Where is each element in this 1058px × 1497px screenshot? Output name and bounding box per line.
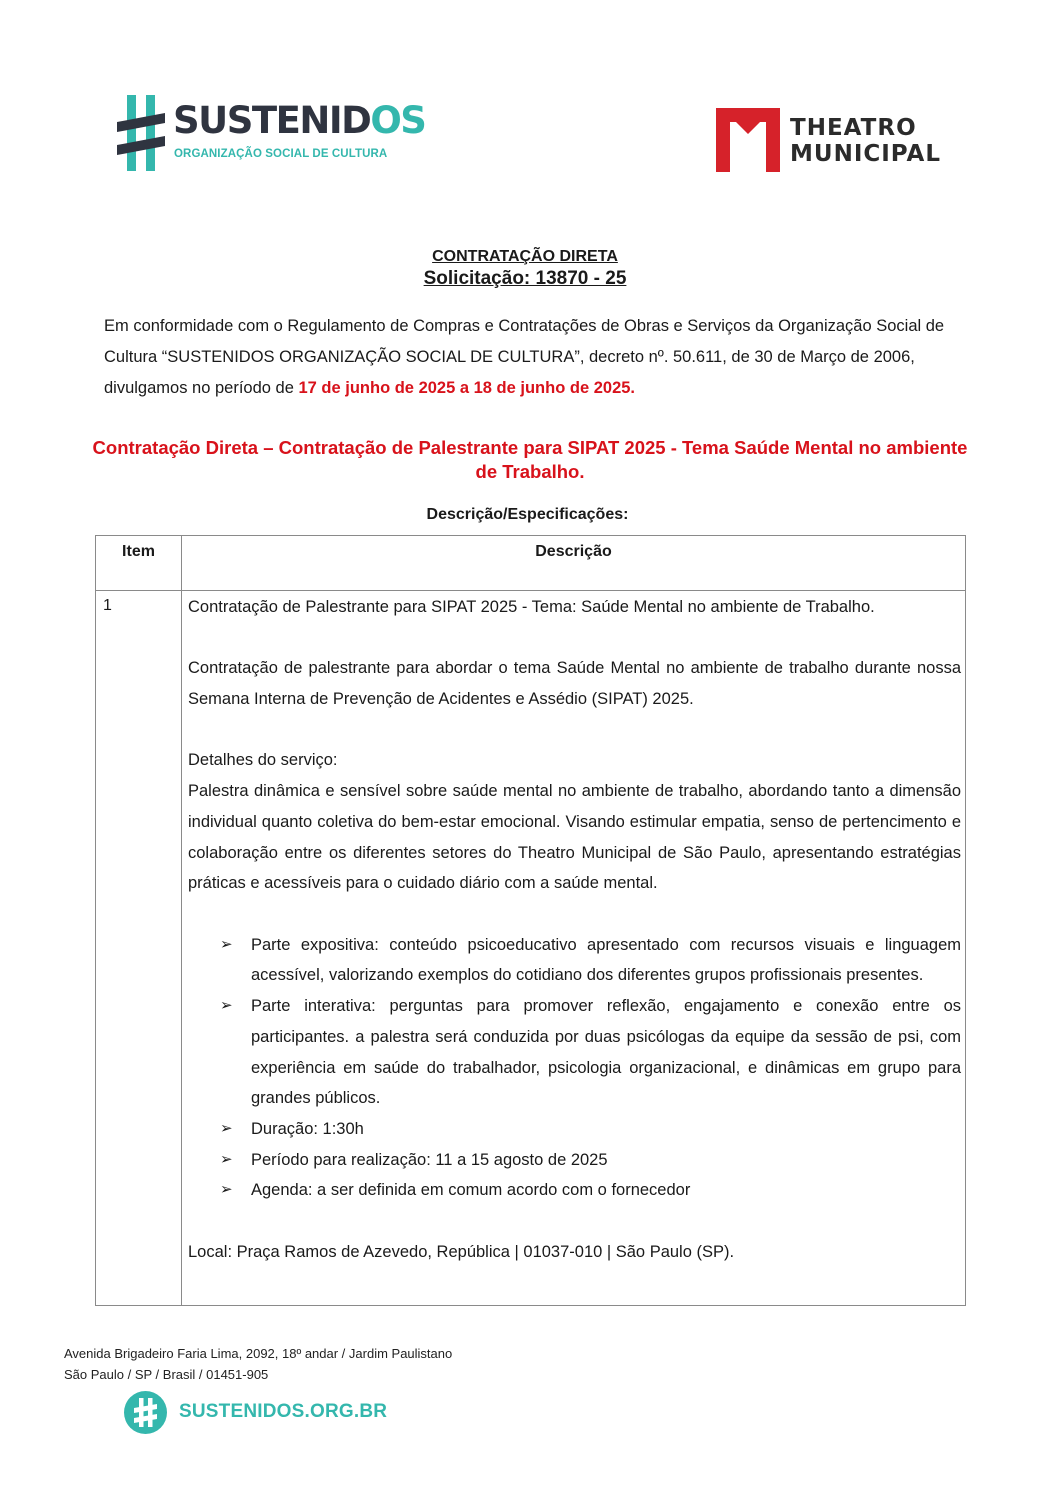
column-divider	[181, 536, 182, 1305]
intro-paragraph: Em conformidade com o Regulamento de Compras e Contratações de Obras e Serviços da Organização Social de Cultura “SUSTENIDOS ORGANIZAÇÃO SOCIAL DE CULTURA”, decreto nº. 50.611, de 30 de Março de 2006, divulgamos no período de 17 de junho de 2025 a 18 de junho de 2025.	[104, 317, 945, 397]
arrow-bullet-icon: ➢	[220, 1150, 233, 1168]
description-title: Contratação de Palestrante para SIPAT 2025 - Tema: Saúde Mental no ambiente de Trabalho.	[188, 598, 875, 616]
footer-address-line2: São Paulo / SP / Brasil / 01451-905	[64, 1367, 269, 1382]
list-item: ➢ Agenda: a ser definida em comum acordo com o fornecedor	[188, 1175, 961, 1206]
details-label: Detalhes do serviço:	[188, 751, 338, 770]
footer-address-line1: Avenida Brigadeiro Faria Lima, 2092, 18º andar / Jardim Paulistano	[64, 1346, 453, 1361]
item-number: 1	[103, 597, 112, 614]
list-item: ➢ Período para realização: 11 a 15 agosto de 2025	[188, 1145, 961, 1176]
theatro-frame-icon	[716, 108, 780, 172]
header-divider	[96, 590, 965, 591]
sustenidos-wordmark: SUSTENIDOS	[173, 99, 426, 142]
list-item: ➢ Parte interativa: perguntas para promover reflexão, engajamento e conexão entre os participantes. a palestra será conduzida por duas psicólogas da equipe da sessão de psi, com experiência em saúde do trabalhador, psicologia organizacional, e dinâmicas em grupo para grandes públicos.	[188, 991, 961, 1114]
specifications-table	[95, 535, 966, 1306]
footer-logo	[124, 1389, 388, 1437]
local-address: Local: Praça Ramos de Azevedo, República | 01037-010 | São Paulo (SP).	[188, 1242, 735, 1261]
sustenidos-tagline: ORGANIZAÇÃO SOCIAL DE CULTURA	[174, 148, 388, 160]
footer-address	[64, 1343, 452, 1385]
service-bullets	[188, 930, 961, 1206]
sustenidos-logo	[117, 95, 426, 171]
document-heading: CONTRATAÇÃO DIRETA	[432, 248, 618, 265]
arrow-bullet-icon: ➢	[220, 1119, 233, 1137]
list-item: ➢ Parte expositiva: conteúdo psicoeducativo apresentado com recursos visuais e linguagem acessível, valorizando exemplos do cotidiano dos diferentes grupos profissionais presentes.	[188, 930, 961, 991]
column-header-description: Descrição	[535, 543, 612, 560]
column-header-item: Item	[122, 543, 155, 560]
sustenidos-hash-icon	[117, 95, 167, 171]
arrow-bullet-icon: ➢	[220, 935, 233, 953]
hash-circle-icon	[124, 1391, 167, 1434]
arrow-bullet-icon: ➢	[220, 1181, 233, 1199]
list-item: ➢ Duração: 1:30h	[188, 1114, 961, 1145]
arrow-bullet-icon: ➢	[220, 997, 233, 1015]
request-number: Solicitação: 13870 - 25	[423, 268, 627, 289]
contract-title: Contratação Direta – Contratação de Palestrante para SIPAT 2025 - Tema Saúde Mental no ambiente de Trabalho.	[92, 437, 968, 482]
description-cell	[188, 592, 961, 1267]
details-text: Palestra dinâmica e sensível sobre saúde mental no ambiente de trabalho, abordando tanto a dimensão individual quanto coletiva do bem-estar emocional. Visando estimular empatia, senso de pertencimento e colaboração entre os diferentes setores do Theatro Municipal de São Paulo, apresentando estratégias práticas e acessíveis para o cuidado diário com a saúde mental.	[188, 782, 961, 893]
specifications-heading: Descrição/Especificações:	[426, 506, 629, 523]
theatro-municipal-logo	[716, 108, 956, 174]
theatro-wordmark: THEATRO MUNICIPAL	[790, 115, 942, 167]
publication-period: 17 de junho de 2025 a 18 de junho de 2025.	[298, 379, 636, 397]
website-link[interactable]: SUSTENIDOS.ORG.BR	[179, 1401, 388, 1422]
description-summary: Contratação de palestrante para abordar o tema Saúde Mental no ambiente de trabalho durante nossa Semana Interna de Prevenção de Acidentes e Assédio (SIPAT) 2025.	[188, 659, 961, 709]
